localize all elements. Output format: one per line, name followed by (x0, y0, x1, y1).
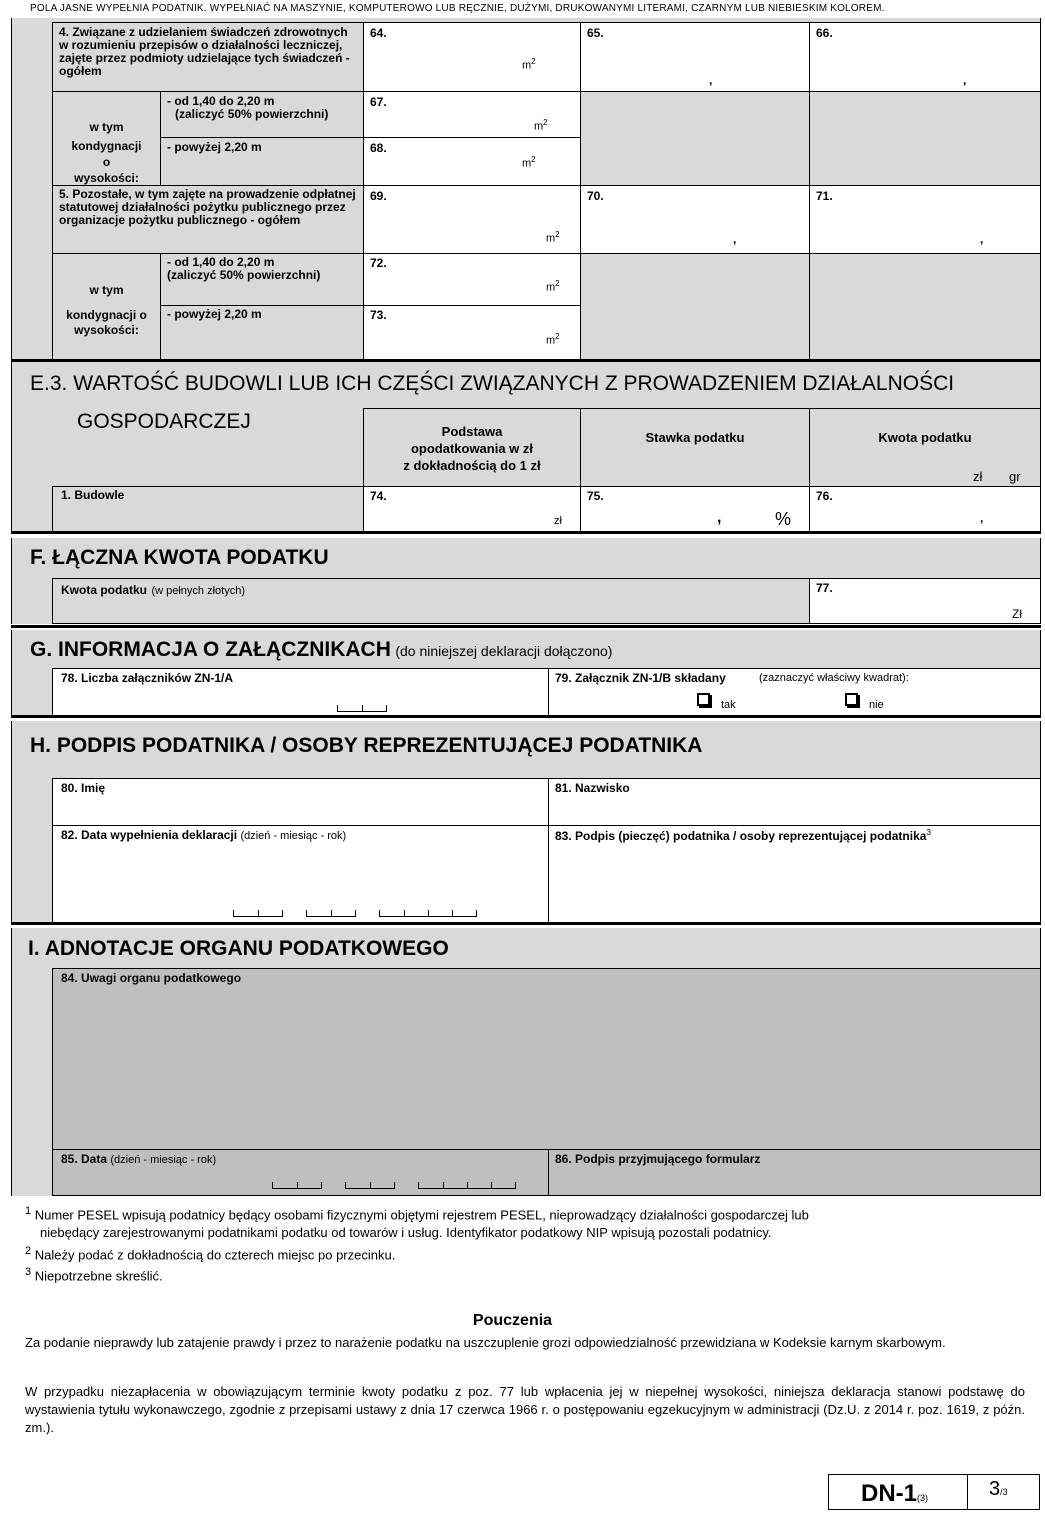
unit-m2: $m^2$ (522, 155, 536, 170)
section-i-title: I. ADNOTACJE ORGANU PODATKOWEGO (28, 937, 449, 960)
checkbox-nie-label: nie (869, 699, 884, 711)
pouczenia-paragraph-1: Za podanie nieprawdy lub zatajenie prawdy i przez to narażenie podatku na uszczuplenie grozi odpowiedzialność przewidziana w Kodeksie karnym skarbowym. (25, 1335, 946, 1350)
field-76-number: 76. (816, 489, 833, 503)
field-66[interactable] (809, 22, 1041, 92)
unit-m2: $m^2$ (546, 279, 560, 294)
field-70[interactable] (580, 185, 810, 254)
greyed-cell (580, 253, 810, 360)
unit-zl: zł (973, 469, 983, 484)
digit-boxes[interactable] (337, 705, 387, 712)
sub-range-label-cell (160, 253, 364, 306)
e3-row-label-cell (52, 486, 364, 532)
field-82[interactable] (52, 825, 549, 924)
field-84 (52, 968, 1041, 1150)
comma-mark: , (709, 73, 713, 87)
checkbox-tak-label: tak (721, 699, 736, 711)
footnote-2 (25, 1243, 395, 1263)
row4-label: 4. Związane z udzielaniem świadczeń zdrowotnych w rozumieniu przepisów o działalności leczniczej, zajęte przez podmioty udzielające tych świadczeń - ogółem (59, 25, 350, 78)
footnote-3-text: Niepotrzebne skreślić. (34, 1268, 163, 1284)
field-68[interactable] (363, 137, 581, 186)
sub-above-label: - powyżej 2,20 m (167, 140, 262, 154)
e3-header-base-l1: Podstawa (441, 424, 503, 439)
comma-mark: , (963, 73, 967, 87)
comma-mark: , (717, 509, 722, 526)
row4-label-cell (52, 22, 364, 92)
sub-above-label: - powyżej 2,20 m (167, 307, 262, 321)
unit-gr: gr (1009, 469, 1021, 484)
field-72-number: 72. (370, 256, 387, 270)
field-67[interactable] (363, 91, 581, 138)
footnote-2-text: Należy podać z dokładnością do czterech miejsc po przecinku. (34, 1247, 396, 1263)
section-e3-title-cont: GOSPODARCZEJ (77, 410, 251, 433)
field-71[interactable] (809, 185, 1041, 254)
footnote-marker: 1 (25, 1205, 32, 1217)
field-76[interactable] (809, 486, 1041, 532)
footnote-1-text-cont: niebędący zarejestrowanymi podatnikami podatku od towarów i usług. Identyfikator podatkowy NIP wpisują pozostali podatnicy. (40, 1225, 772, 1240)
row5-label-cell (52, 185, 364, 254)
field-74[interactable] (363, 486, 581, 532)
e3-header-base (363, 408, 581, 487)
footnote-1 (25, 1203, 1025, 1223)
field-74-number: 74. (370, 489, 387, 503)
sub-range-note: (zaliczyć 50% powierzchni) (175, 107, 329, 121)
e3-header-rate (580, 408, 810, 487)
w-tym-label: w tym (89, 120, 124, 134)
sub-range-label: - od 1,40 do 2,20 m (167, 255, 275, 269)
field-77[interactable] (809, 578, 1041, 624)
section-divider (11, 922, 1041, 925)
section-g-title-text: G. INFORMACJA O ZAŁĄCZNIKACH (30, 638, 391, 661)
e3-header-base-l2: opodatkowania w zł (410, 441, 534, 456)
form-code: DN-1(3) (861, 1480, 929, 1507)
page-number: 3/3 (989, 1478, 1008, 1500)
w-tym-cell-2 (52, 253, 161, 360)
section-divider (11, 531, 1041, 534)
field-79-note: (zaznaczyć właściwy kwadrat): (759, 672, 909, 684)
f-label-note: (w pełnych złotych) (151, 585, 245, 597)
date-month-boxes[interactable] (306, 910, 356, 917)
unit-zl: zł (554, 515, 562, 527)
w-tym-label: w tym (89, 283, 124, 297)
section-divider (11, 715, 1041, 718)
field-64[interactable] (363, 22, 581, 92)
e3-header-rate-label: Stawka podatku (645, 430, 745, 445)
footnote-1-text: Numer PESEL wpisują podatnicy będący osobami fizycznymi objętymi rejestrem PESEL, nieprowadzący działalności gospodarczej lub (34, 1207, 809, 1223)
field-80[interactable] (52, 778, 549, 826)
checkbox-nie[interactable] (845, 693, 858, 706)
page-number-box (967, 1474, 1040, 1510)
field-68-number: 68. (370, 141, 387, 155)
field-73[interactable] (363, 305, 581, 360)
section-g-title-note: (do niniejszej deklaracji dołączono) (395, 643, 613, 659)
section-h-title: H. PODPIS PODATNIKA / OSOBY REPREZENTUJĄCEJ PODATNIKA (30, 734, 703, 757)
field-72[interactable] (363, 253, 581, 306)
sub-range-note: (zaliczyć 50% powierzchni) (167, 268, 321, 282)
date-year-boxes[interactable] (379, 910, 477, 917)
field-71-number: 71. (816, 189, 833, 203)
e3-row-label: 1. Budowle (61, 488, 125, 502)
kondygnacji-label: kondygnacji (71, 139, 142, 153)
field-69[interactable] (363, 185, 581, 254)
field-67-number: 67. (370, 95, 387, 109)
wysokosci-label: wysokości: (74, 323, 139, 337)
header-note: POLA JASNE WYPEŁNIA PODATNIK. WYPEŁNIAĆ NA MASZYNIE, KOMPUTEROWO LUB RĘCZNIE, DUŻYMI, DRUKOWANYMI LITERAMI, CZARNYM LUB NIEBIESKIM KOLOREM. (30, 3, 885, 14)
date-year-boxes (418, 1182, 516, 1189)
sub-range-label: - od 1,40 do 2,20 m (167, 94, 275, 108)
field-86 (548, 1149, 1041, 1196)
e3-header-amount (809, 408, 1041, 487)
row5-label: 5. Pozostałe, w tym zajęte na prowadzenie odpłatnej statutowej działalności pożytku publicznego przez organizacje pożytku publicznego - ogółem (59, 187, 356, 227)
field-83[interactable] (548, 825, 1041, 924)
field-69-number: 69. (370, 189, 387, 203)
sub-range-label-cell (160, 91, 364, 138)
section-divider (11, 625, 1041, 628)
field-75[interactable] (580, 486, 810, 532)
e3-header-amount-label: Kwota podatku (878, 430, 972, 445)
unit-m2: $m^2$ (522, 57, 536, 72)
form-code-box (828, 1474, 968, 1510)
field-85-label: 85. Data (dzień - miesiąc - rok) (61, 1152, 217, 1166)
greyed-cell (580, 91, 810, 186)
comma-mark: , (980, 511, 984, 525)
field-81-label: 81. Nazwisko (555, 781, 630, 795)
f-label: Kwota podatku (61, 583, 147, 597)
field-73-number: 73. (370, 308, 387, 322)
footnote-3 (25, 1264, 163, 1284)
footnote-marker: 3 (25, 1266, 32, 1278)
field-84-label: 84. Uwagi organu podatkowego (61, 971, 242, 985)
greyed-cell (809, 253, 1041, 360)
unit-m2: $m^2$ (546, 230, 560, 245)
f-label-cell (52, 578, 810, 624)
field-83-label: 83. Podpis (pieczęć) podatnika / osoby reprezentującej podatnika$^3$ (555, 828, 931, 843)
date-day-boxes (272, 1182, 322, 1189)
e3-header-base-l3: z dokładnością do 1 zł (403, 458, 541, 473)
pouczenia-title: Pouczenia (472, 1312, 553, 1329)
unit-zl: Zł (1012, 607, 1022, 621)
comma-mark: , (733, 232, 737, 246)
wysokosci-label: wysokości: (74, 171, 139, 185)
checkbox-tak[interactable] (697, 693, 710, 706)
field-65-number: 65. (587, 26, 604, 40)
field-66-number: 66. (816, 26, 833, 40)
field-86-label: 86. Podpis przyjmującego formularz (555, 1152, 761, 1166)
field-70-number: 70. (587, 189, 604, 203)
percent-mark: % (775, 509, 792, 529)
w-tym-cell-1 (52, 91, 161, 186)
o-label: o (102, 155, 111, 169)
comma-mark: , (980, 232, 984, 246)
sub-above-label-cell (160, 305, 364, 360)
date-month-boxes (345, 1182, 395, 1189)
pouczenia-paragraph-2: W przypadku niezapłacenia w obowiązującym terminie kwoty podatku z poz. 77 lub wpłacenia jej w niepełnej wysokości, niniejsza deklaracja stanowi podstawę do wystawienia tytułu wykonawczego, zgodnie z przepisami ustawy z dnia 17 czerwca 1966 r. o postępowaniu egzekucyjnym w administracji (Dz.U. z 2014 r. poz. 1619, z późn. zm.). (25, 1384, 1025, 1435)
footnote-marker: 2 (25, 1245, 32, 1257)
field-65[interactable] (580, 22, 810, 92)
field-75-number: 75. (587, 489, 604, 503)
field-64-number: 64. (370, 26, 387, 40)
field-78-label: 78. Liczba załączników ZN-1/A (61, 671, 234, 685)
date-day-boxes[interactable] (233, 910, 283, 917)
field-79[interactable] (548, 668, 1041, 716)
unit-m2: $m^2$ (534, 118, 548, 133)
field-82-label: 82. Data wypełnienia deklaracji (dzień - miesiąc - rok) (61, 828, 347, 842)
field-85 (52, 1149, 549, 1196)
unit-m2: $m^2$ (546, 332, 560, 347)
greyed-cell (809, 91, 1041, 186)
field-80-label: 80. Imię (61, 781, 106, 795)
section-g-title (30, 638, 612, 662)
kondygnacji-o-label: kondygnacji o (66, 308, 147, 322)
field-78[interactable] (52, 668, 549, 716)
section-e3-title: E.3. WARTOŚĆ BUDOWLI LUB ICH CZĘŚCI ZWIĄZANYCH Z PROWADZENIEM DZIAŁALNOŚCI (30, 372, 955, 395)
sub-above-label-cell (160, 137, 364, 186)
field-79-label: 79. Załącznik ZN-1/B składany (555, 671, 726, 685)
field-77-number: 77. (816, 581, 833, 595)
field-81[interactable] (548, 778, 1041, 826)
section-f-title: F. ŁĄCZNA KWOTA PODATKU (30, 546, 329, 569)
